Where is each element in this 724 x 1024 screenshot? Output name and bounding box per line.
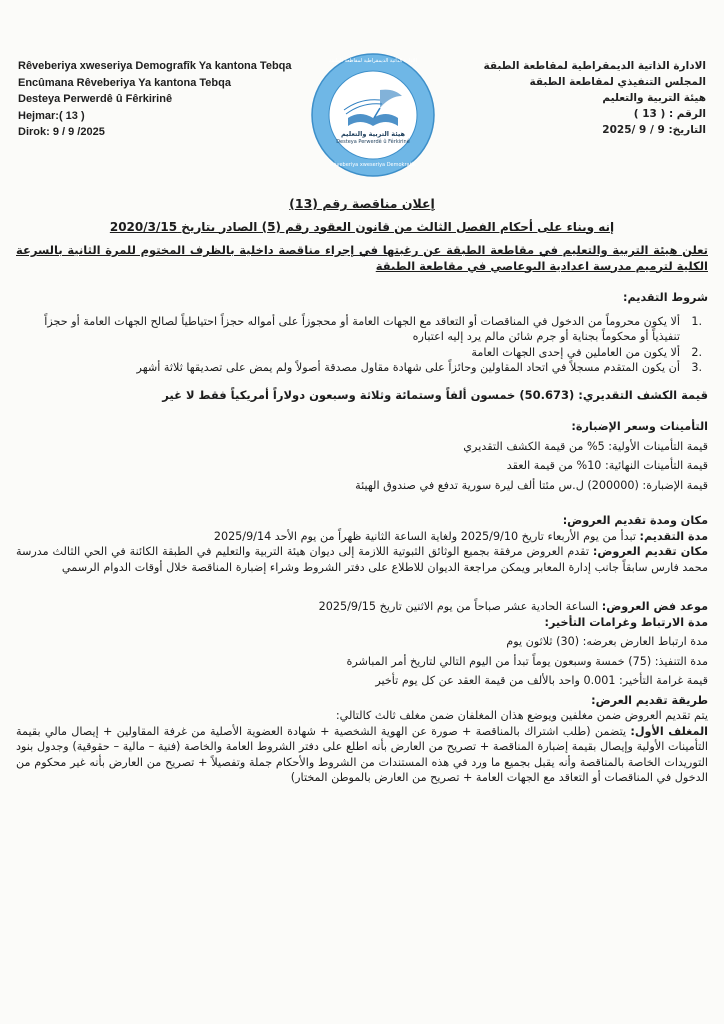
condition-text: ألا يكون من العاملين في إحدى الجهات العامة bbox=[471, 345, 680, 359]
logo-ring-top-text: الادارة الذاتية الديمقراطية لمقاطعة الطبقة bbox=[329, 58, 417, 64]
header-left-line2: Encûmana Rêveberiya Ya kantona Tebqa bbox=[18, 76, 231, 89]
logo-inner-latin: Desteya Perwerdê û Fêrkirinê bbox=[336, 139, 410, 145]
envelope-one bbox=[16, 724, 708, 786]
list-item bbox=[16, 314, 702, 345]
header-right-date: التاريخ: 9 / 9 /2025 bbox=[602, 124, 706, 136]
commitment-line: مدة ارتباط العارض بعرضه: (30) ثلاثون يوم bbox=[506, 635, 708, 648]
guarantee-line: قيمة التأمينات الأولية: 5% من قيمة الكشف التقديري bbox=[463, 439, 708, 453]
opening-date bbox=[16, 599, 708, 615]
header-left bbox=[18, 58, 318, 141]
condition-text: أن يكون المتقدم مسجلاً في اتحاد المقاولين وحائزاً على شهادة مقاول مصدقة أصولاً ولم يمض على تصديقها ثلاثة أشهر bbox=[136, 361, 680, 374]
opening-date-label: موعد فض العروض: bbox=[601, 600, 708, 613]
submission-place-label: مكان تقديم العروض: bbox=[592, 545, 708, 558]
logo-seal-icon bbox=[310, 52, 436, 178]
commitment-line: قيمة غرامة التأخير: 0.001 واحد بالألف من قيمة العقد عن كل يوم تأخير bbox=[375, 674, 708, 687]
submission-place-text: تقدم العروض مرفقة بجميع الوثائق الثبوتية اللازمة إلى ديوان هيئة التربية والتعليم في الطبقة الكائنة في الحي الثالث مدرسة محمد فارس سابقاً جانب إدارة المعابر ويمكن مراجعة الديوان للاطلاع على دفتر الشروط وشراء إضبارة المناقصة خلال أوقات الدوام الرسمي bbox=[16, 545, 708, 574]
header-right bbox=[466, 58, 706, 138]
conditions-list bbox=[16, 314, 708, 376]
header-right-number: الرقم : ( 13 ) bbox=[633, 108, 706, 120]
condition-number: .2 bbox=[691, 345, 702, 359]
condition-number: .1 bbox=[691, 314, 702, 328]
envelope-one-text: يتضمن (طلب اشتراك بالمناقصة + صورة عن الهوية الشخصية + شهادة العضوية الأصلية من غرفة المقاولين + إيصال مالي بقيمة التأمينات الأولية وإيصال بقيمة إضبارة المناقصة + تصريح من العارض بأنه اطلع على دفتر الشروط العامة والخاصة (فنية – مالية – حقوقية) وجدول بنود التوريدات الخاصة بالمناقصة وأنه يقبل بجميع ما ورد في هذه المستندات من الشروط والأحكام جملة وتفصيلاً + تصريح من العارض بأنه غير محكوم من الدخول في المناقصات أو التعاقد مع الجهات العامة + تصريح من العارض بالموطن المختار) bbox=[16, 724, 708, 784]
submission-place bbox=[16, 544, 708, 575]
header-left-line3: Desteya Perwerdê û Fêrkirinê bbox=[18, 93, 173, 105]
header-left-date: Dirok: 9 / 9 /2025 bbox=[18, 126, 105, 138]
submission-period-text: تبدأ من يوم الأربعاء تاريخ 2025/9/10 ولغاية الساعة الثانية ظهراً من يوم الأحد 2025/9/14 bbox=[213, 529, 640, 543]
conditions-title: شروط التقديم: bbox=[623, 291, 708, 304]
guarantee-line: قيمة التأمينات النهائية: 10% من قيمة العقد bbox=[506, 459, 708, 472]
commitment-line: مدة التنفيذ: (75) خمسة وسبعون يوماً تبدأ من اليوم التالي لتاريخ أمر المباشرة bbox=[346, 654, 708, 668]
submission-period-label: مدة التقديم: bbox=[639, 529, 708, 543]
organization-logo bbox=[310, 52, 436, 178]
submission-period bbox=[16, 529, 708, 545]
law-reference: إنه وبناء على أحكام الفصل الثالث من قانون العقود رقم (5) الصادر بتاريخ 2020/3/15 bbox=[109, 219, 615, 234]
header-left-line1: Rêveberiya xweseriya Demografîk Ya kantona Tebqa bbox=[18, 60, 292, 72]
document-body bbox=[16, 196, 708, 786]
method-title: طريقة تقديم العرض: bbox=[591, 693, 708, 707]
commitment-title: مدة الارتباط وغرامات التأخير: bbox=[544, 615, 708, 629]
document-title: إعلان مناقصة رقم (13) bbox=[289, 196, 435, 211]
guarantees-title: التأمينات وسعر الإضبارة: bbox=[571, 420, 708, 433]
logo-ring-bottom-text: Rêveberiya xweseriya Demokratîk bbox=[330, 162, 416, 168]
envelope-one-label: المغلف الأول: bbox=[630, 724, 708, 738]
condition-number: .3 bbox=[691, 361, 702, 374]
estimate-value: قيمة الكشف التقديري: (50.673) خمسون ألفاً وستمائة وثلاثة وسبعون دولاراً أمريكياً فقط لا غير bbox=[162, 387, 708, 402]
header-right-line1: الادارة الذاتية الديمقراطية لمقاطعة الطبقة bbox=[483, 60, 706, 72]
place-title: مكان ومدة تقديم العروض: bbox=[562, 514, 708, 527]
list-item bbox=[16, 345, 702, 361]
guarantee-line: قيمة الإضبارة: (200000) ل.س مئتا ألف ليرة سورية تدفع في صندوق الهيئة bbox=[355, 478, 708, 492]
opening-date-text: الساعة الحادية عشر صباحاً من يوم الاثنين تاريخ 2025/9/15 bbox=[318, 600, 602, 613]
header-right-line2: المجلس التنفيذي لمقاطعة الطبقة bbox=[529, 76, 706, 88]
header-left-number: Hejmar:( 13 ) bbox=[18, 109, 85, 122]
list-item bbox=[16, 360, 702, 376]
header-right-line3: هيئة التربية والتعليم bbox=[602, 92, 706, 104]
condition-text: ألا يكون محروماً من الدخول في المناقصات أو التعاقد مع الجهات العامة أو محجوزاً على أمواله حجزاً احتياطياً لصالح الجهات العامة أو حجزاً تنفيذياً أو محكوماً بجناية أو جرم شائن مالم يرد إليه اعتباره bbox=[44, 314, 680, 343]
logo-inner-arabic: هيئة التربية والتعليم bbox=[340, 130, 406, 138]
announcement-text: تعلن هيئة التربية والتعليم في مقاطعة الطبقة عن رغبتها في إجراء مناقصة داخلية بالظرف المختوم للمرة الثانية بالسرعة الكلية لترميم مدرسة اعدادية البوعاصي في مقاطعة الطبقة bbox=[16, 243, 708, 273]
method-intro: يتم تقديم العروض ضمن مغلفين ويوضع هذان المغلفان ضمن مغلف ثالث كالتالي: bbox=[335, 709, 708, 722]
